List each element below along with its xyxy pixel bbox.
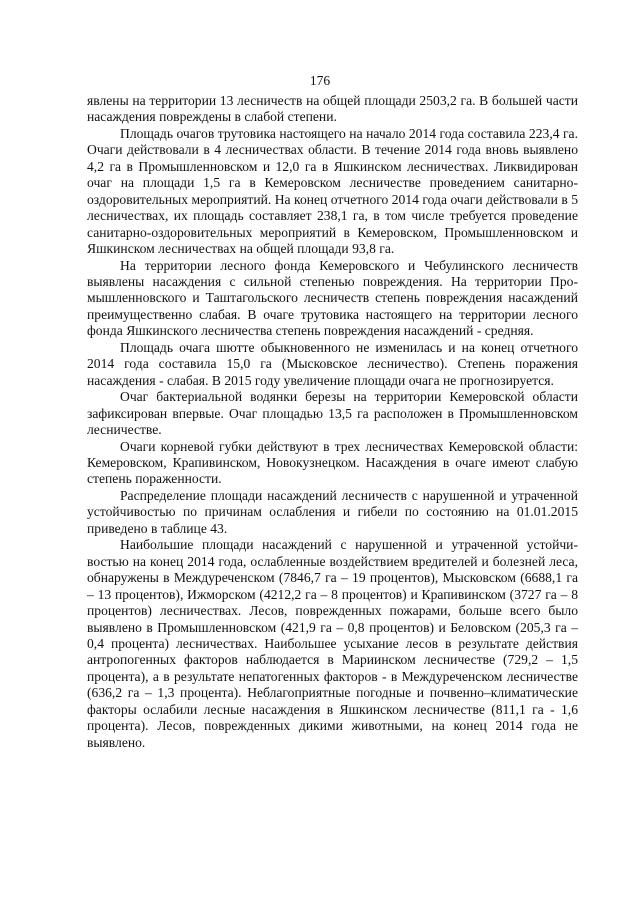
text-body: [87, 93, 578, 751]
paragraph: Наибольшие площади насаждений с нарушенной и утраченной устойчивостью на конец 2014 года, ослабленные воздействием вредителей и болезней леса, обнаружены в Междуреченском (7846,7 га – 19 процентов), Мысковском (6688,1 га – 13 процентов), Ижморском (4212,2 га – 8 процентов) и Крапивинском (3727 га – 8 процентов) лесничествах. Лесов, поврежденных пожарами, больше всего было выявлено в Промышленновском (421,9 га – 0,8 процентов) и Беловском (205,3 га – 0,4 процента) лесничествах. Наибольшее усыхание лесов в результате действия антропогенных факторов наблюдается в Мариинском лесничестве (729,2 – 1,5 процента), а в результате непатогенных факторов - в Междуреченском лесничестве (636,2 га – 1,3 процента). Неблагоприятные погодные и почвенно–климатические факторы ослабили лесные насаждения в Яшкинском лесничестве (811,1 га - 1,6 процента). Лесов, поврежденных дикими животными, на конец 2014 года не выявлено.: [87, 537, 578, 750]
paragraph: явлены на территории 13 лесничеств на общей площади 2503,2 га. В большей части насаждения повреждены в слабой степени.: [87, 93, 578, 125]
paragraph: Площадь очага шютте обыкновенного не изменилась и на конец отчетного 2014 года составила 15,0 га (Мысковское лесничество). Степень поражения насаждения - слабая. В 2015 году увеличение площади очага не прогнозируется.: [87, 339, 578, 388]
paragraph: Очаги корневой губки действуют в трех лесничествах Кемеровской области: Кемеровском, Крапивинском, Новокузнецком. Насаждения в очаге имеют слабую степень пораженности.: [87, 438, 578, 487]
paragraph: Распределение площади насаждений лесничеств с нарушенной и утраченной устойчивостью по причинам ослабления и гибели по состоянию на 01.01.2015 приведено в таблице 43.: [87, 487, 578, 536]
page-number: 176: [309, 73, 331, 88]
paragraph: Площадь очагов трутовика настоящего на начало 2014 года составила 223,4 га. Очаги действовали в 4 лесничествах области. В течение 2014 года вновь выявлено 4,2 га в Промышленновском и 12,0 га в Яшкинском лесничествах. Ликвидирован очаг на площади 1,5 га в Кемеровском лесничестве проведением санитарно-оздоровительных мероприятий. На конец отчетного 2014 года очаги действовали в 5 лесничествах, их площадь составляет 238,1 га, в том числе требуется проведение санитарно-оздоровительных мероприятий в Кемеровском, Промышленновском и Яшкинском лесничествах на общей площади 93,8 га.: [87, 125, 578, 257]
paragraph: На территории лесного фонда Кемеровского и Чебулинского лесничеств выявлены насаждения с сильной степенью повреждения. На территории Промышленновского и Таштагольского лесничеств степень повреждения насаждений преимущественно слабая. В очаге трутовика настоящего на территории лесного фонда Яшкинского лесничества степень повреждения насаждений - средняя.: [87, 257, 578, 339]
paragraph: Очаг бактериальной водянки березы на территории Кемеровской области зафиксирован впервые. Очаг площадью 13,5 га расположен в Промышленновском лесничестве.: [87, 389, 578, 438]
